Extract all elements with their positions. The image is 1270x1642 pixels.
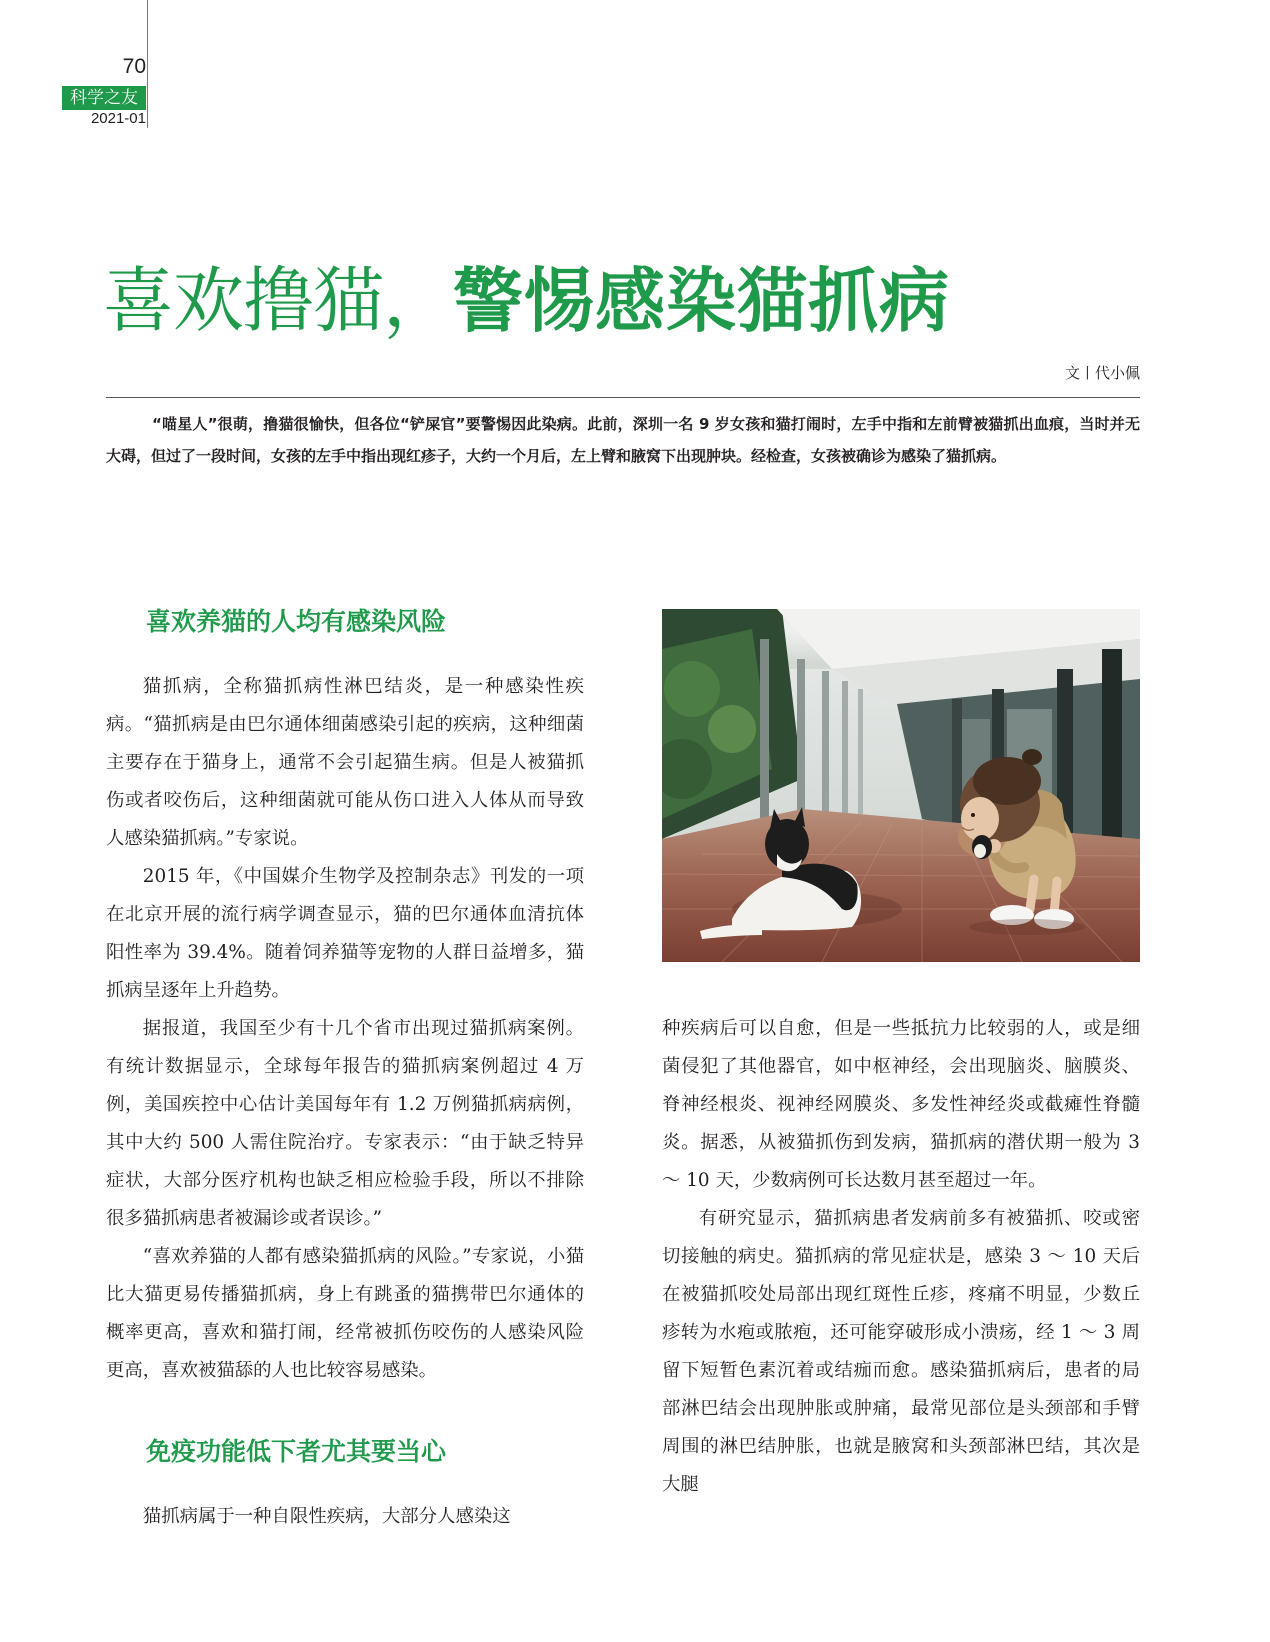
- body-paragraph: 猫抓病，全称猫抓病性淋巴结炎，是一种感染性疾病。“猫抓病是由巴尔通体细菌感染引起的疾病，这种细菌主要存在于猫身上，通常不会引起猫生病。但是人被猫抓伤或者咬伤后，这种细菌就可能从伤口进入人体从而导致人感染猫抓病。”专家说。: [106, 676, 584, 849]
- page-number: 70: [122, 55, 146, 78]
- title-part-bold: 警惕感染猫抓病: [453, 260, 951, 342]
- title-part-light: 喜欢撸猫，: [103, 259, 454, 342]
- article-title: [103, 258, 950, 357]
- body-paragraph: 猫抓病属于一种自限性疾病，大部分人感染这: [142, 1506, 511, 1527]
- header-divider-line: [147, 0, 148, 128]
- body-paragraph-continued: 种疾病后可以自愈，但是一些抵抗力比较弱的人，或是细菌侵犯了其他器官，如中枢神经，会出现脑炎、脑膜炎、脊神经根炎、视神经网膜炎、多发性神经炎或截瘫性脊髓炎。据悉，从被猫抓伤到发病，猫抓病的潜伏期一般为 3 ～ 10 天，少数病例可长达数月甚至超过一年。: [662, 1018, 1140, 1191]
- left-column-body: [106, 668, 584, 1390]
- lead-divider: [106, 397, 1140, 398]
- magazine-name-badge: 科学之友: [62, 86, 146, 110]
- right-column-body: [662, 1010, 1140, 1504]
- author-byline: 文丨代小佩: [1064, 364, 1140, 382]
- body-paragraph: 有研究显示，猫抓病患者发病前多有被猫抓、咬或密切接触的病史。猫抓病的常见症状是，感染 3 ～ 10 天后在被猫抓咬处局部出现红斑性丘疹，疼痛不明显，少数丘疹转为水疱或脓疱，还可能穿破形成小溃疡，经 1 ～ 3 周留下短暂色素沉着或结痂而愈。感染猫抓病后，患者的局部淋巴结会出现肿胀或肿痛，最常见部位是头颈部和手臂周围的淋巴结肿胀，也就是腋窝和头颈部淋巴结，其次是大腿: [662, 1208, 1140, 1495]
- body-paragraph: “喜欢养猫的人都有感染猫抓病的风险。”专家说，小猫比大猫更易传播猫抓病，身上有跳蚤的猫携带巴尔通体的概率更高，喜欢和猫打闹，经常被抓伤咬伤的人感染风险更高，喜欢被猫舔的人也比较容易感染。: [106, 1246, 584, 1381]
- issue-date: 2021-01: [90, 110, 146, 127]
- lead-paragraph: “喵星人”很萌，撸猫很愉快，但各位“铲屎官”要警惕因此染病。此前，深圳一名 9 岁女孩和猫打闹时，左手中指和左前臂被猫抓出血痕，当时并无大碍，但过了一段时间，女孩的左手中指出现红疹子，大约一个月后，左上臂和腋窝下出现肿块。经检查，女孩被确诊为感染了猫抓病。: [106, 415, 1140, 465]
- section-heading-risk: 喜欢养猫的人均有感染风险: [146, 607, 447, 636]
- body-paragraph: 2015 年，《中国媒介生物学及控制杂志》刊发的一项在北京开展的流行病学调查显示，猫的巴尔通体血清抗体阳性率为 39.4%。随着饲养猫等宠物的人群日益增多，猫抓病呈逐年上升趋势。: [106, 866, 584, 1001]
- section-heading-immunity: 免疫功能低下者尤其要当心: [146, 1437, 447, 1466]
- left-column-body-continued: [106, 1498, 584, 1536]
- body-paragraph: 据报道，我国至少有十几个省市出现过猫抓病案例。有统计数据显示，全球每年报告的猫抓病案例超过 4 万例，美国疾控中心估计美国每年有 1.2 万例猫抓病病例，其中大约 500 人需住院治疗。专家表示：“由于缺乏特异症状，大部分医疗机构也缺乏相应检验手段，所以不排除很多猫抓病患者被漏诊或者误诊。”: [106, 1018, 584, 1229]
- photo-girl-with-cat: [662, 609, 1140, 962]
